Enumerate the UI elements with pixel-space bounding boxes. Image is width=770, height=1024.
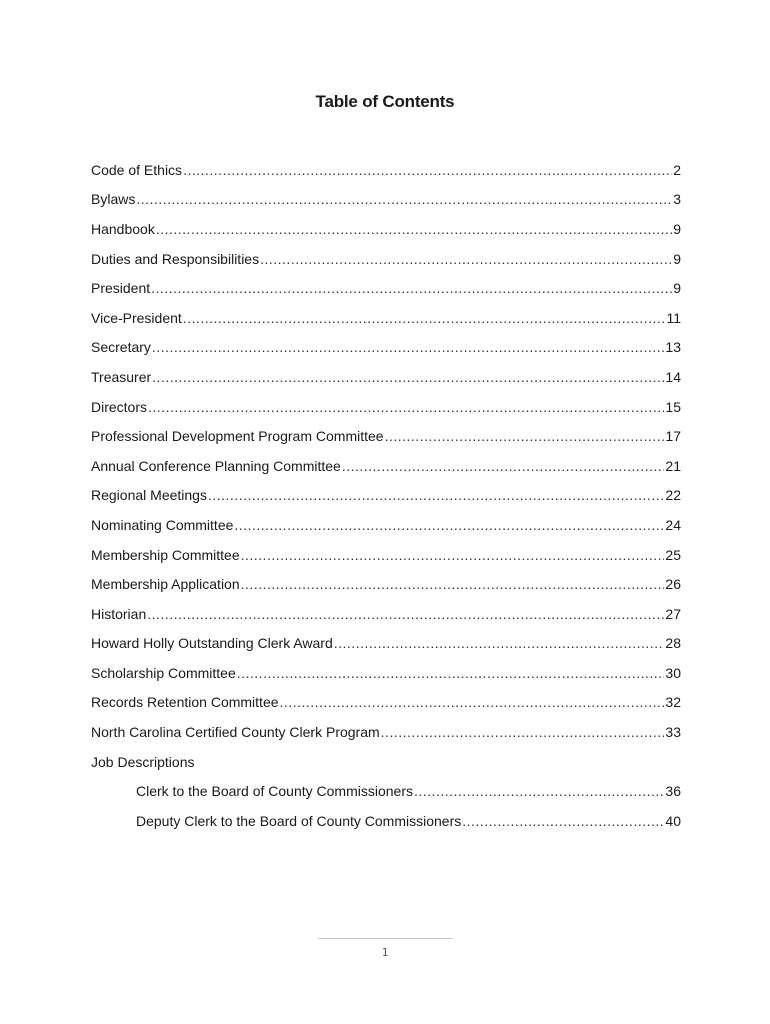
dot-leader: [414, 783, 664, 799]
toc-entry-page: 11: [666, 309, 681, 326]
toc-entry: [91, 510, 681, 540]
toc-entry-page: 9: [673, 220, 681, 237]
dot-leader: [183, 162, 672, 178]
dot-leader: [152, 369, 664, 385]
dot-leader: [241, 576, 665, 592]
toc-entry-page: 3: [673, 191, 681, 208]
toc-entry-title: Regional Meetings: [91, 487, 207, 504]
dot-leader: [234, 517, 664, 533]
toc-entry: [91, 392, 681, 422]
toc-entry-title: Job Descriptions: [91, 753, 195, 770]
toc-entry: [91, 303, 681, 333]
toc-entry-page: 17: [665, 428, 681, 445]
dot-leader: [237, 665, 665, 681]
toc-entry-title: Code of Ethics: [91, 161, 183, 178]
toc-entry: [91, 599, 681, 629]
toc-entry-title: North Carolina Certified County Clerk Program: [91, 724, 380, 741]
toc-entry: [91, 688, 681, 718]
toc-entry: [91, 569, 681, 599]
dot-leader: [152, 339, 665, 355]
toc-entry: [91, 333, 681, 363]
toc-entry: [91, 362, 681, 392]
toc-entry-page: 32: [665, 694, 681, 711]
dot-leader: [136, 191, 672, 207]
dot-leader: [280, 694, 665, 710]
toc-entry-title: Bylaws: [91, 191, 136, 208]
toc-entry-page: 30: [665, 664, 681, 681]
dot-leader: [183, 310, 666, 326]
toc-entry: [91, 481, 681, 511]
toc-entry: [91, 451, 681, 481]
dot-leader: [381, 724, 665, 740]
toc-entry-page: 36: [665, 783, 681, 800]
toc-entry-title: Professional Development Program Committee: [91, 428, 384, 445]
toc-entry-page: 15: [665, 398, 681, 415]
toc-entry-title: Membership Committee: [91, 546, 240, 563]
toc-entry-title: Membership Application: [91, 576, 240, 593]
toc-entry-title: Vice-President: [91, 309, 182, 326]
dot-leader: [148, 399, 664, 415]
toc-entry: [91, 244, 681, 274]
toc-entry: [91, 214, 681, 244]
dot-leader: [208, 487, 664, 503]
dot-leader: [147, 606, 664, 622]
toc-entry: [91, 273, 681, 303]
toc-entry: [91, 185, 681, 215]
page-title: Table of Contents: [315, 92, 455, 111]
toc-entry-title: Secretary: [91, 339, 151, 356]
toc-entry-title: Scholarship Committee: [91, 664, 236, 681]
toc-entry-page: 21: [665, 457, 681, 474]
toc-entry-title: Deputy Clerk to the Board of County Commissioners: [136, 812, 462, 829]
toc-entry-page: 26: [665, 576, 681, 593]
toc-entry: [91, 421, 681, 451]
toc-entry-page: 33: [665, 724, 681, 741]
toc-entry-title: Handbook: [91, 220, 155, 237]
toc-entry: [91, 155, 681, 185]
dot-leader: [385, 428, 665, 444]
toc-entry-page: 24: [665, 516, 681, 533]
dot-leader: [241, 547, 665, 563]
toc-entry-page: 28: [665, 635, 681, 652]
toc-entry-page: 22: [665, 487, 681, 504]
page-number: 1: [381, 946, 389, 959]
toc-entry-page: 2: [673, 161, 681, 178]
dot-leader: [462, 813, 664, 829]
toc-entry: [91, 717, 681, 747]
toc-entry-title: Annual Conference Planning Committee: [91, 457, 341, 474]
toc-entry-title: Clerk to the Board of County Commissioners: [136, 783, 413, 800]
toc-entry-title: Historian: [91, 605, 147, 622]
toc-entry: [91, 629, 681, 659]
toc-entry-page: 13: [665, 339, 681, 356]
table-of-contents: [91, 155, 681, 836]
toc-entry-page: 40: [665, 812, 681, 829]
toc-entry-page: 9: [673, 250, 681, 267]
toc-entry-page: 27: [665, 605, 681, 622]
toc-entry-title: Records Retention Committee: [91, 694, 279, 711]
toc-entry-page: 14: [665, 368, 681, 385]
dot-leader: [151, 280, 672, 296]
toc-entry: [91, 747, 681, 777]
toc-entry: [91, 540, 681, 570]
toc-entry-title: Nominating Committee: [91, 516, 234, 533]
dot-leader: [260, 251, 672, 267]
toc-subentry: [91, 776, 681, 806]
toc-entry-page: 25: [665, 546, 681, 563]
toc-subentry: [91, 806, 681, 836]
dot-leader: [156, 221, 672, 237]
toc-entry-title: Howard Holly Outstanding Clerk Award: [91, 635, 333, 652]
toc-entry-title: President: [91, 280, 151, 297]
dot-leader: [334, 635, 665, 651]
toc-entry-title: Treasurer: [91, 368, 152, 385]
toc-entry: [91, 658, 681, 688]
dot-leader: [342, 458, 665, 474]
toc-entry-title: Duties and Responsibilities: [91, 250, 260, 267]
toc-entry-title: Directors: [91, 398, 148, 415]
toc-entry-page: 9: [673, 280, 681, 297]
footer-divider: [318, 938, 453, 939]
